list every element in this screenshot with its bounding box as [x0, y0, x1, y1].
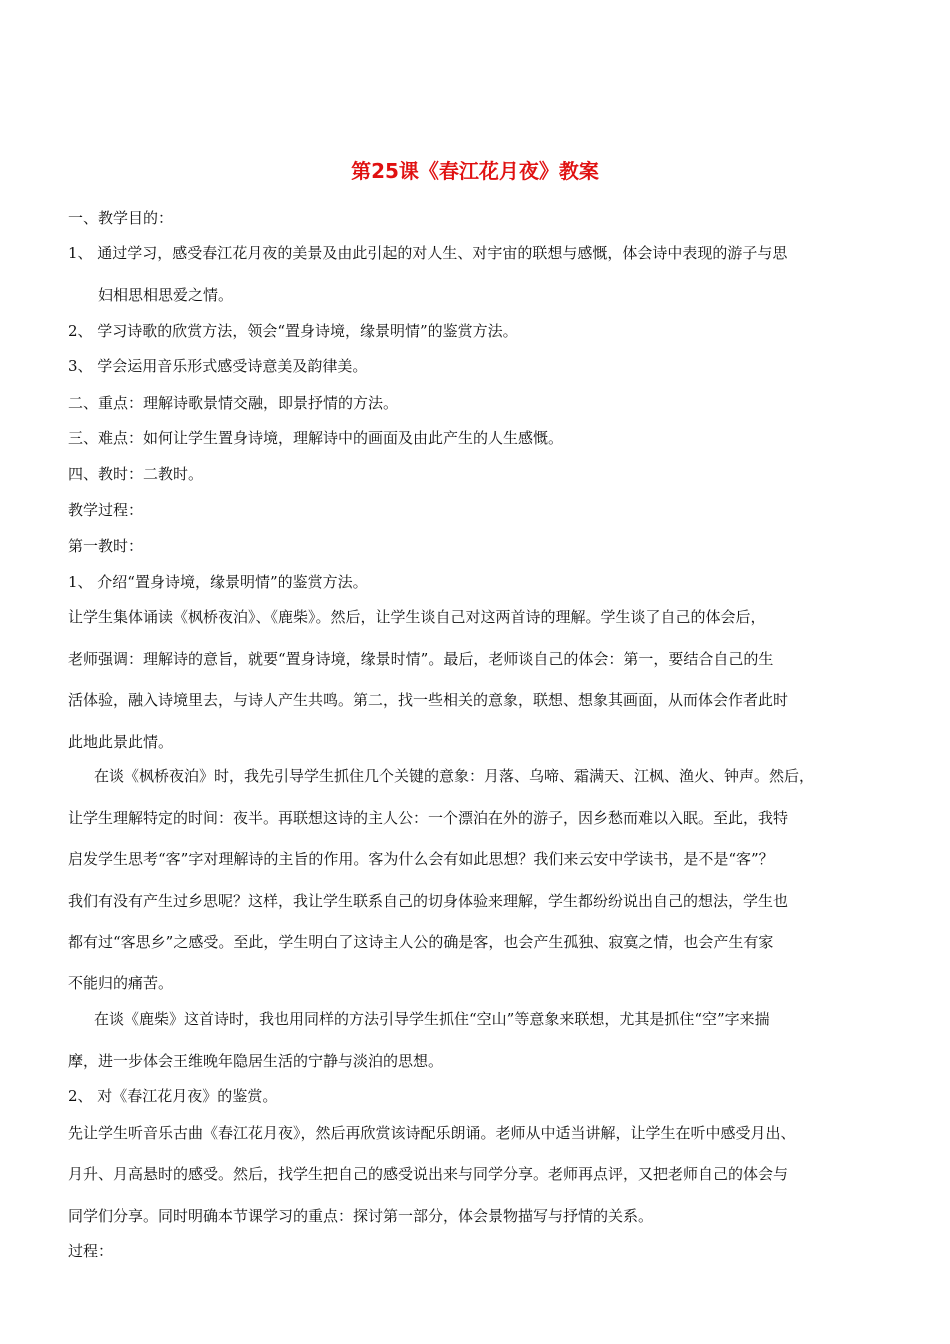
paragraph-line: 妇相思相思爱之情。 — [98, 286, 234, 304]
paragraph-line: 都有过“客思乡”之感受。至此，学生明白了这诗主人公的确是客，也会产生孤独、寂寞之情，也会产生有家 — [68, 933, 774, 951]
paragraph-line: 2、 学习诗歌的欣赏方法，领会“置身诗境，缘景明情”的鉴赏方法。 — [68, 322, 518, 340]
page-title: 第25课《春江花月夜》教案 — [351, 159, 599, 183]
paragraph-line: 让学生集体诵读《枫桥夜泊》、《鹿柴》。然后，让学生谈自己对这两首诗的理解。学生谈了自己的体会后， — [68, 608, 766, 626]
paragraph-line: 在谈《鹿柴》这首诗时，我也用同样的方法引导学生抓住“空山”等意象来联想，尤其是抓住“空”字来揣 — [94, 1010, 770, 1028]
paragraph-line: 同学们分享。同时明确本节课学习的重点：探讨第一部分，体会景物描写与抒情的关系。 — [68, 1207, 654, 1225]
paragraph-line: 活体验，融入诗境里去，与诗人产生共鸣。第二，找一些相关的意象，联想、想象其画面，从而体会作者此时 — [68, 691, 789, 709]
paragraph-line: 老师强调：理解诗的意旨，就要“置身诗境，缘景时情”。最后，老师谈自己的体会：第一，要结合自己的生 — [68, 650, 774, 668]
paragraph-line: 月升、月高悬时的感受。然后，找学生把自己的感受说出来与同学分享。老师再点评，又把老师自己的体会与 — [68, 1165, 789, 1183]
paragraph-line: 摩，进一步体会王维晚年隐居生活的宁静与淡泊的思想。 — [68, 1052, 444, 1070]
paragraph-line: 先让学生听音乐古曲《春江花月夜》，然后再欣赏该诗配乐朗诵。老师从中适当讲解，让学生在听中感受月出、 — [68, 1124, 796, 1142]
paragraph-line: 2、 对《春江花月夜》的鉴赏。 — [68, 1087, 278, 1105]
paragraph-line: 过程： — [68, 1242, 114, 1260]
paragraph-line: 启发学生思考“客”字对理解诗的主旨的作用。客为什么会有如此思想？我们来云安中学读书，是不是“客”？ — [68, 850, 774, 868]
section-heading: 第一教时： — [68, 537, 144, 555]
paragraph-line: 让学生理解特定的时间：夜半。再联想这诗的主人公：一个漂泊在外的游子，因乡愁而难以入眠。至此，我特 — [68, 809, 789, 827]
paragraph-line: 3、 学会运用音乐形式感受诗意美及韵律美。 — [68, 357, 368, 375]
paragraph-line: 在谈《枫桥夜泊》时，我先引导学生抓住几个关键的意象：月落、乌啼、霜满天、江枫、渔火、钟声。然后， — [94, 767, 815, 785]
section-heading: 四、教时：二教时。 — [68, 465, 204, 483]
paragraph-line: 1、 介绍“置身诗境，缘景明情”的鉴赏方法。 — [68, 573, 368, 591]
section-heading: 三、难点：如何让学生置身诗境，理解诗中的画面及由此产生的人生感慨。 — [68, 429, 564, 447]
paragraph-line: 此地此景此情。 — [68, 733, 174, 751]
paragraph-line: 不能归的痛苦。 — [68, 974, 174, 992]
section-heading: 教学过程： — [68, 501, 144, 519]
paragraph-line: 1、 通过学习，感受春江花月夜的美景及由此引起的对人生、对宇宙的联想与感慨，体会诗中表现的游子与思 — [68, 244, 788, 262]
section-heading: 二、重点：理解诗歌景情交融，即景抒情的方法。 — [68, 394, 399, 412]
section-heading: 一、教学目的： — [68, 209, 174, 227]
paragraph-line: 我们有没有产生过乡思呢？这样，我让学生联系自己的切身体验来理解，学生都纷纷说出自己的想法，学生也 — [68, 892, 789, 910]
